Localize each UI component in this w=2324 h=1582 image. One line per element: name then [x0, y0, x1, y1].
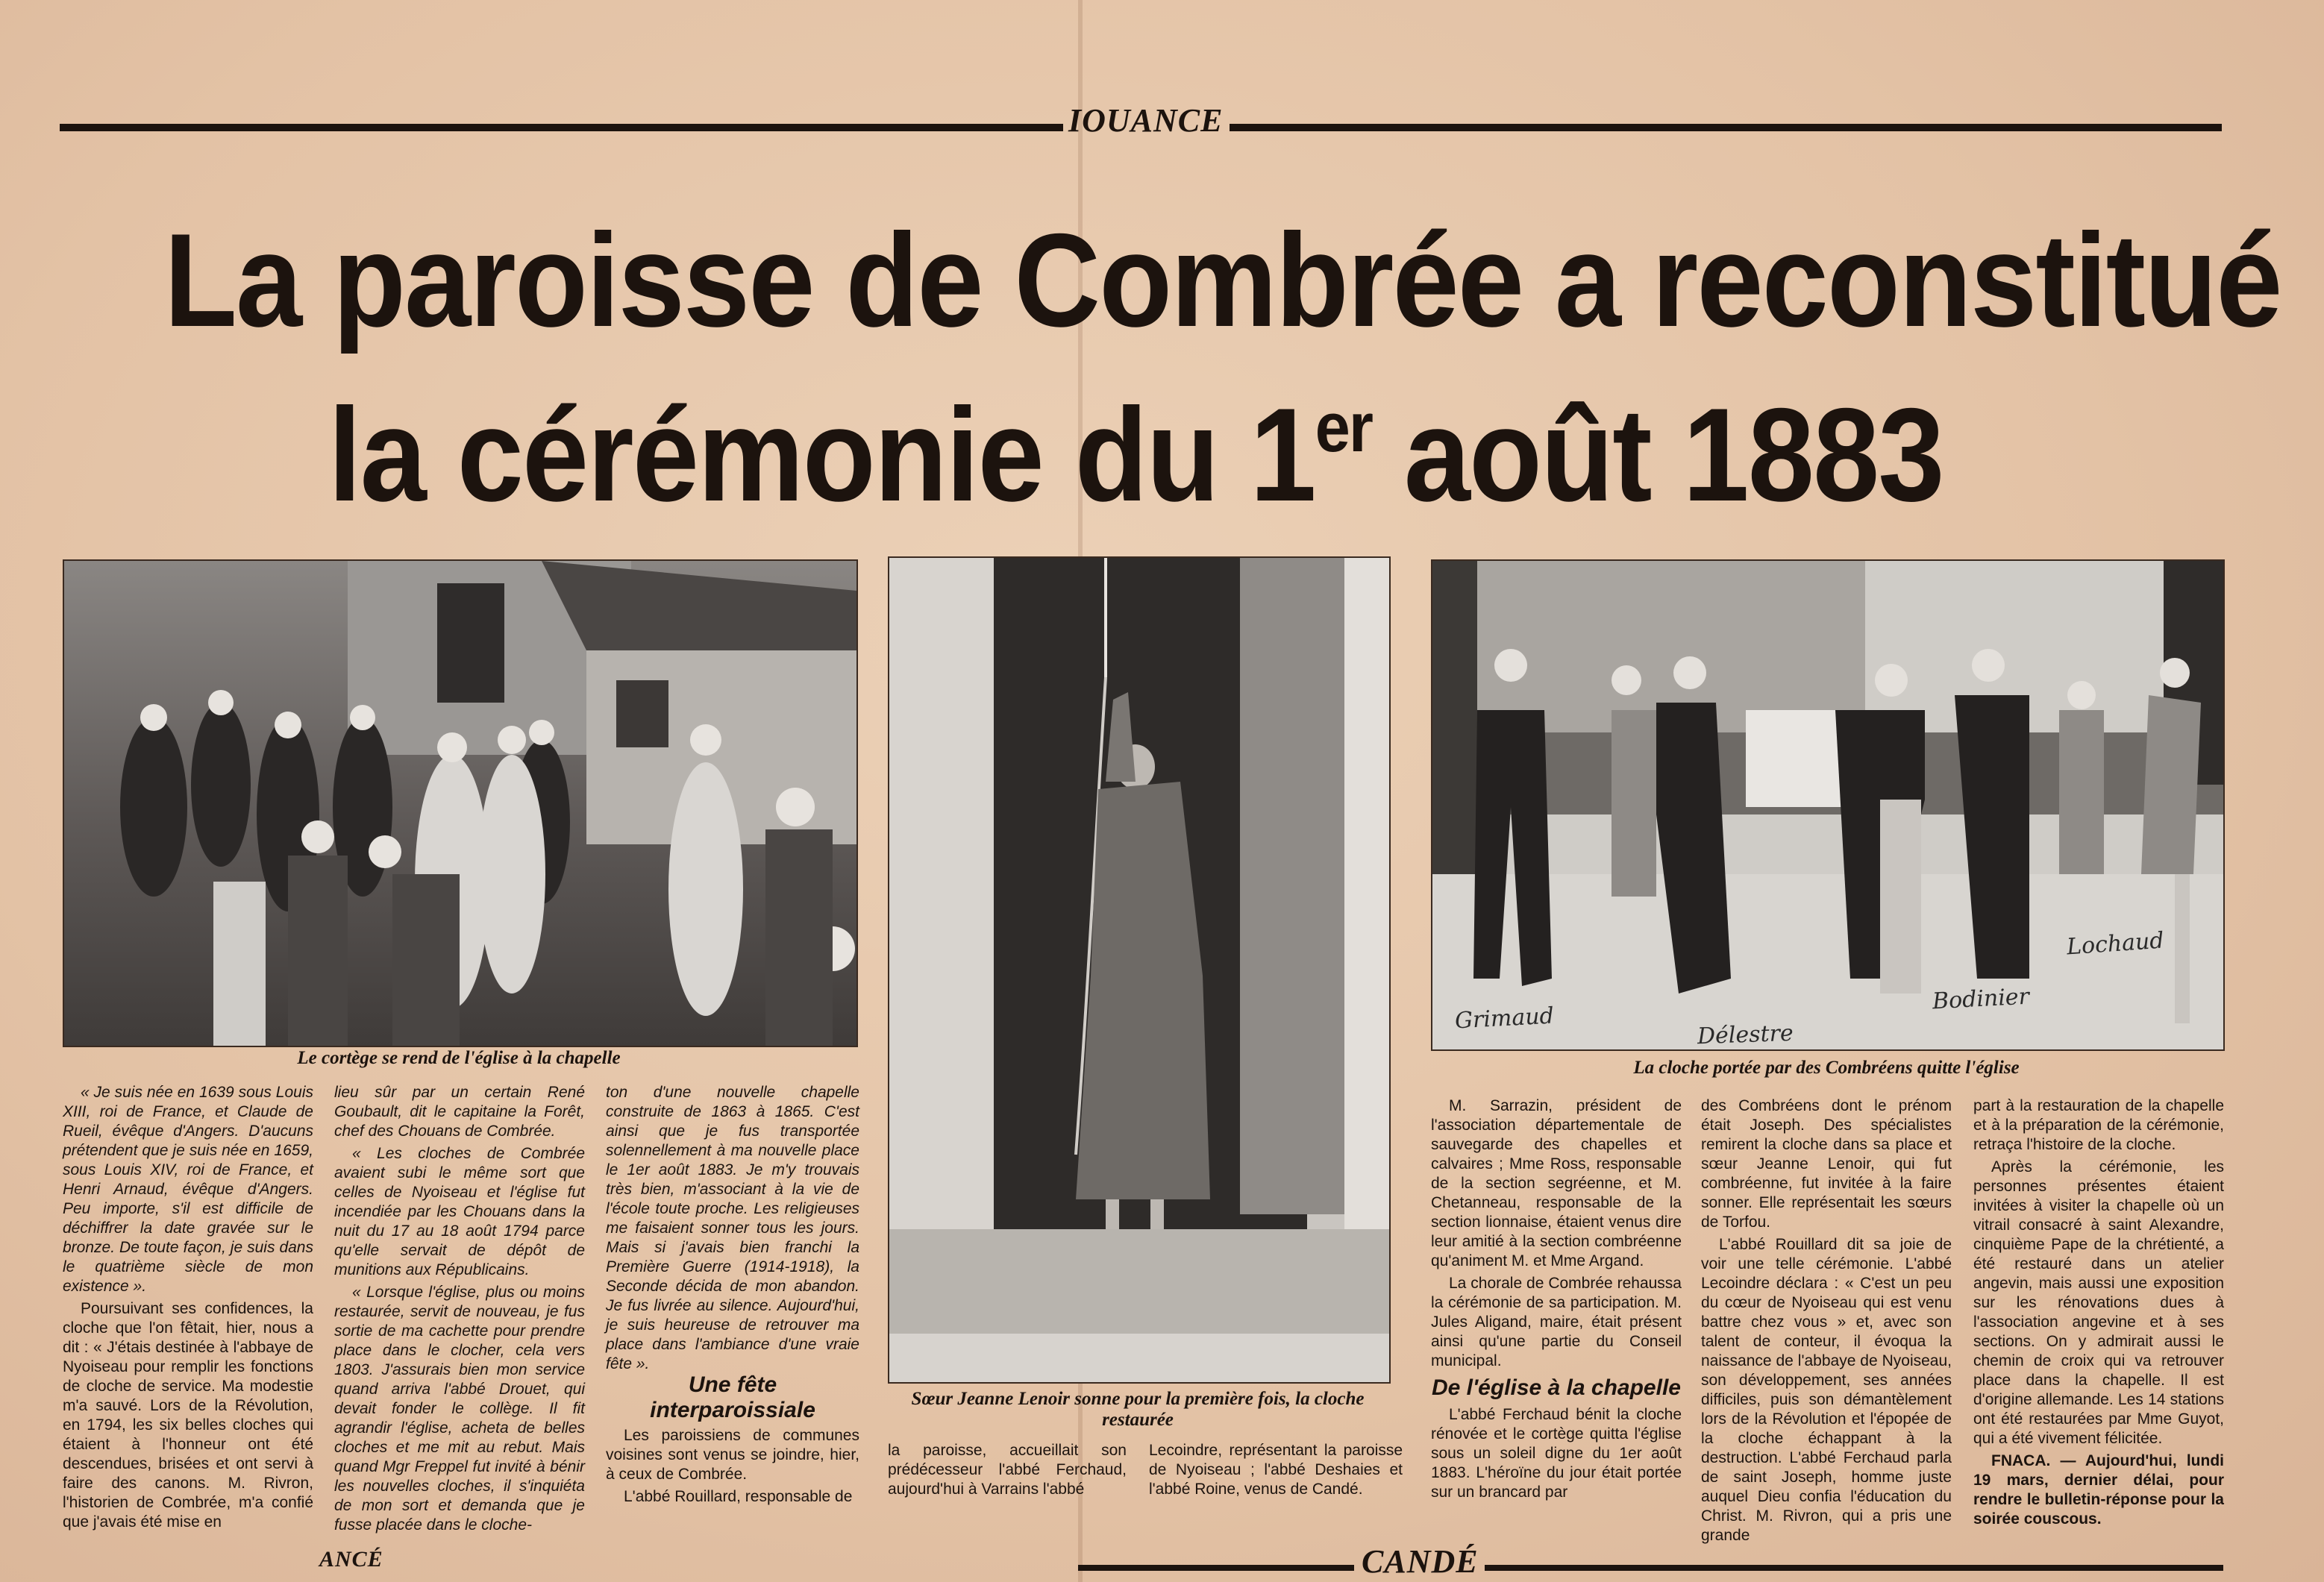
col1-paragraph-1: « Je suis née en 1639 sous Louis XIII, roi de France, et Claude de Rueil, évêque d'Angers. D'aucuns prétendent que je suis née en 1659, sous Louis XIV, roi de France, et Henri Arnaud, évêque d'Angers. Peu importe, s'il est difficile de déchiffrer la date gravée sur le bronze. De toute façon, je suis dans le quatrième siècle de mon existence ». [63, 1084, 313, 1295]
col5-paragraph-3: L'abbé Ferchaud bénit la cloche rénovée et le cortège quitta l'église sous un soleil digne du 1er août 1883. L'héroïne du jour était portée sur un brancard par [1431, 1406, 1682, 1501]
col7-paragraph-2: Après la cérémonie, les personnes présentes étaient invitées à visiter la chapelle où un vitrail consacré à saint Alexandre, cinquième Pape de la chrétienté, a été restauré dans un atelier angevin, mais aussi une exposition sur les rénovations dues à l'association angevine et à ses sections. On y admirait aussi le chemin de croix qui va retrouver place dans la chapelle. Il est d'origine allemande. Les 14 stations ont été restaurées par Mme Guyot, qui a été vivement félicitée. [1973, 1158, 2224, 1447]
headline-line-2: la cérémonie du 1er août 1883 [328, 380, 1944, 529]
headline-line-1: La paroisse de Combrée a reconstitué [164, 206, 2281, 354]
photo-procession [63, 559, 858, 1047]
article-column-3 [606, 1083, 859, 1370]
col2-paragraph-1: lieu sûr par un certain René Goubault, dit le capitaine la Forêt, chef des Chouans de Combrée. [334, 1084, 585, 1140]
article-column-2 [334, 1083, 585, 1534]
top-rule-left [60, 124, 1063, 131]
signature-4: Lochaud [2065, 927, 2165, 961]
footer-fragment-label: ANCÉ [319, 1547, 383, 1572]
bottom-rule-right [1485, 1565, 2223, 1571]
section-label: IOUANCE [1068, 102, 1224, 139]
article-column-7 [1973, 1096, 2224, 1528]
center-bottom-left-text: la paroisse, accueillait son prédécesseur l'abbé Ferchaud, aujourd'hui à Varrains l'abbé [888, 1442, 1127, 1498]
caption-procession: Le cortège se rend de l'église à la chapelle [297, 1048, 621, 1068]
center-bottom-right-text: Lecoindre, représentant la paroisse de Nyoiseau ; l'abbé Deshaies et l'abbé Roine, venus de Candé. [1149, 1442, 1403, 1498]
photo-bell-ringer [888, 556, 1391, 1384]
subhead-fete-interparoissiale: Une fête interparoissiale [650, 1372, 815, 1422]
col5-paragraph-2: La chorale de Combrée rehaussa la cérémonie de sa participation. M. Jules Aligand, maire, était présent ainsi qu'une partie du Conseil municipal. [1431, 1275, 1682, 1369]
signature-1: Grimaud [1454, 1002, 1555, 1035]
col3-paragraph-1: ton d'une nouvelle chapelle construite de 1863 à 1865. C'est ainsi que je fus transportée solennellement à ma nouvelle place le 1er août 1883. Je m'y trouvais très bien, m'associant à la vie de l'école toute proche. Les religieuses me faisaient sonner tous les jours. Mais si j'avais bien franchi la Première Guerre (1914-1918), la Seconde décida de mon abandon. Je fus livrée au silence. Aujourd'hui, je suis heureuse de retrouver ma place dans l'ambiance d'une vraie fête ». [606, 1084, 859, 1372]
article-column-3-continued [606, 1426, 859, 1516]
photo-bell-carried [1431, 559, 2225, 1051]
article-column-5-continued [1431, 1405, 1682, 1516]
signature-2: Délestre [1697, 1020, 1794, 1050]
col1-paragraph-2: Poursuivant ses confidences, la cloche que l'on fêtait, hier, nous a dit : « J'étais destinée à l'abbaye de Nyoiseau pour remplir les fonctions de cloche de service. Ma modestie m'a sauvé. Lors de la Révolution, en 1794, les six belles cloches qui étaient à l'honneur ont été descendues, brisées et ont servi à faire des canons. M. Rivron, l'historien de Combrée, m'a confié que j'avais été mise en [63, 1300, 313, 1531]
col3-paragraph-2: Les paroissiens de communes voisines sont venus se joindre, hier, à ceux de Combrée. [606, 1427, 859, 1483]
article-column-1 [63, 1083, 313, 1531]
col2-paragraph-2: « Les cloches de Combrée avaient subi le même sort que celles de Nyoiseau et l'église fut incendiée par les Chouans dans la nuit du 17 au 18 août 1794 parce qu'elle servait de dépôt de munitions aux Républicains. [334, 1145, 585, 1278]
bottom-rule-left [1078, 1565, 1354, 1571]
top-rule-right [1230, 124, 2222, 131]
col3-paragraph-3: L'abbé Rouillard, responsable de [624, 1488, 853, 1505]
caption-bell-carried: La cloche portée par des Combréens quitte l'église [1633, 1058, 2020, 1078]
col5-paragraph-1: M. Sarrazin, président de l'association départementale de sauvegarde des chapelles et calvaires ; Mme Ross, responsable de la section segréenne, et M. Chetanneau, responsable de la section lionnaise, étaient venus dire leur amitié à la section combréenne qu'animent M. et Mme Argand. [1431, 1097, 1682, 1269]
col2-paragraph-3: « Lorsque l'église, plus ou moins restaurée, servit de nouveau, je fus sortie de ma cachette pour prendre place dans le clocher, cela vers 1803. J'assurais bien mon service quand arriva l'abbé Drouet, qui devait fonder le collège. Il fit agrandir l'église, acheta de belles cloches et me mit au rebut. Mais quand Mgr Freppel fut invité à bénir les nouvelles cloches, il s'inquiéta de mon sort et demanda que je fusse placée dans le cloche- [334, 1284, 585, 1534]
col7-paragraph-fnaca: FNACA. — Aujourd'hui, lundi 19 mars, dernier délai, pour rendre le bulletin-réponse pour la soirée couscous. [1973, 1452, 2224, 1528]
signature-3: Bodinier [1932, 983, 2030, 1015]
article-column-5 [1431, 1096, 1682, 1372]
article-column-6 [1701, 1096, 1952, 1544]
footer-section-label: CANDÉ [1362, 1543, 1479, 1580]
subhead-eglise-chapelle: De l'église à la chapelle [1432, 1375, 1681, 1400]
col6-paragraph-2: L'abbé Rouillard dit sa joie de voir une telle cérémonie. L'abbé Lecoindre déclara : « C'est un peu du cœur de Nyoiseau qui est venu battre chez vous » et, avec son talent de conteur, il évoqua la naissance de l'abbaye de Nyoiseau, son développement, ses années difficiles, puis son démantèlement lors de la Révolution et l'épopée de la cloche échappant à la destruction. L'abbé Ferchaud parla de saint Joseph, homme juste auquel Dieu confia l'éducation du Christ. M. Rivron, qui a pris une grande [1701, 1236, 1952, 1544]
caption-bell-ringer: Sœur Jeanne Lenoir sonne pour la première fois, la cloche restaurée [911, 1389, 1365, 1430]
article-center-bottom-right [1149, 1441, 1403, 1516]
article-center-bottom-left [888, 1441, 1127, 1516]
col7-paragraph-1: part à la restauration de la chapelle et à la préparation de la cérémonie, retraça l'histoire de la cloche. [1973, 1097, 2224, 1153]
col6-paragraph-1: des Combréens dont le prénom était Joseph. Des spécialistes remirent la cloche dans sa place et sœur Jeanne Lenoir, qui fut combréenne, fut invitée à la faire sonner. Elle représentait les sœurs de Torfou. [1701, 1097, 1952, 1231]
